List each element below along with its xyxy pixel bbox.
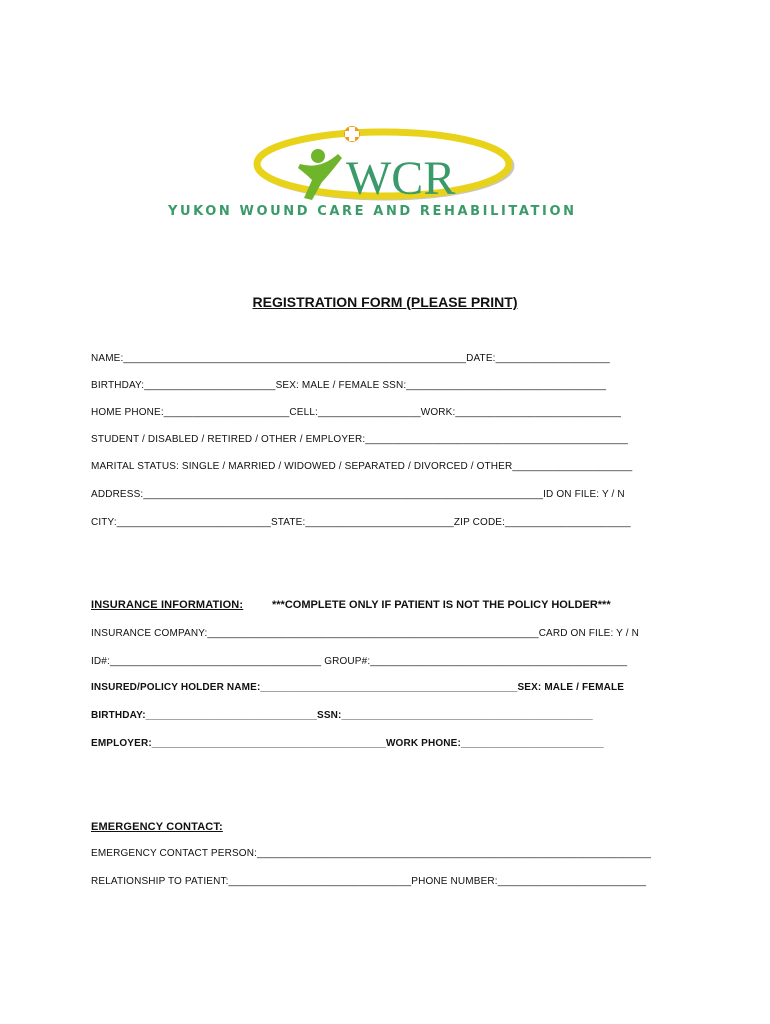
holder-birthday-ssn-field[interactable]: BIRTHDAY:______________________________SSN:____________________________________________ bbox=[91, 710, 593, 721]
marital-status-field[interactable]: MARITAL STATUS: SINGLE / MARRIED / WIDOWED / SEPARATED / DIVORCED / OTHER_____________________ bbox=[91, 461, 633, 472]
logo-tagline: YUKON WOUND CARE AND REHABILITATION bbox=[168, 204, 577, 219]
medical-cross-icon bbox=[344, 126, 360, 142]
insurance-note: ***COMPLETE ONLY IF PATIENT IS NOT THE POLICY HOLDER*** bbox=[272, 599, 611, 611]
address-field[interactable]: ADDRESS:______________________________________________________________________ID ON FILE: Y / N bbox=[91, 489, 625, 500]
logo-wordmark: WCR bbox=[346, 152, 456, 205]
emergency-person-field[interactable]: EMERGENCY CONTACT PERSON:_____________________________________________________________________ bbox=[91, 848, 652, 859]
page-title: REGISTRATION FORM (PLEASE PRINT) bbox=[252, 294, 518, 310]
insurance-heading: INSURANCE INFORMATION: bbox=[91, 599, 244, 611]
city-state-zip-field[interactable]: CITY:___________________________STATE:__________________________ZIP CODE:______________________ bbox=[91, 517, 631, 528]
emergency-heading: EMERGENCY CONTACT: bbox=[91, 821, 223, 833]
policy-holder-field[interactable]: INSURED/POLICY HOLDER NAME:_____________________________________________SEX: MALE / FEMALE bbox=[91, 682, 625, 693]
holder-employer-field[interactable]: EMPLOYER:_________________________________________WORK PHONE:_________________________ bbox=[91, 738, 604, 749]
employment-status-field[interactable]: STUDENT / DISABLED / RETIRED / OTHER / EMPLOYER:______________________________________________ bbox=[91, 434, 629, 445]
birthday-sex-ssn-field[interactable]: BIRTHDAY:_______________________SEX: MALE / FEMALE SSN:___________________________________ bbox=[91, 380, 607, 391]
insurance-company-field[interactable]: INSURANCE COMPANY:__________________________________________________________CARD ON FILE: Y / N bbox=[91, 628, 639, 639]
relationship-phone-field[interactable]: RELATIONSHIP TO PATIENT:________________________________PHONE NUMBER:__________________________ bbox=[91, 876, 647, 887]
phone-fields[interactable]: HOME PHONE:______________________CELL:__________________WORK:_____________________________ bbox=[91, 407, 622, 418]
name-date-field[interactable]: NAME:____________________________________________________________DATE:____________________ bbox=[91, 353, 610, 364]
id-group-field[interactable]: ID#:_____________________________________ GROUP#:_____________________________________________ bbox=[91, 656, 628, 667]
